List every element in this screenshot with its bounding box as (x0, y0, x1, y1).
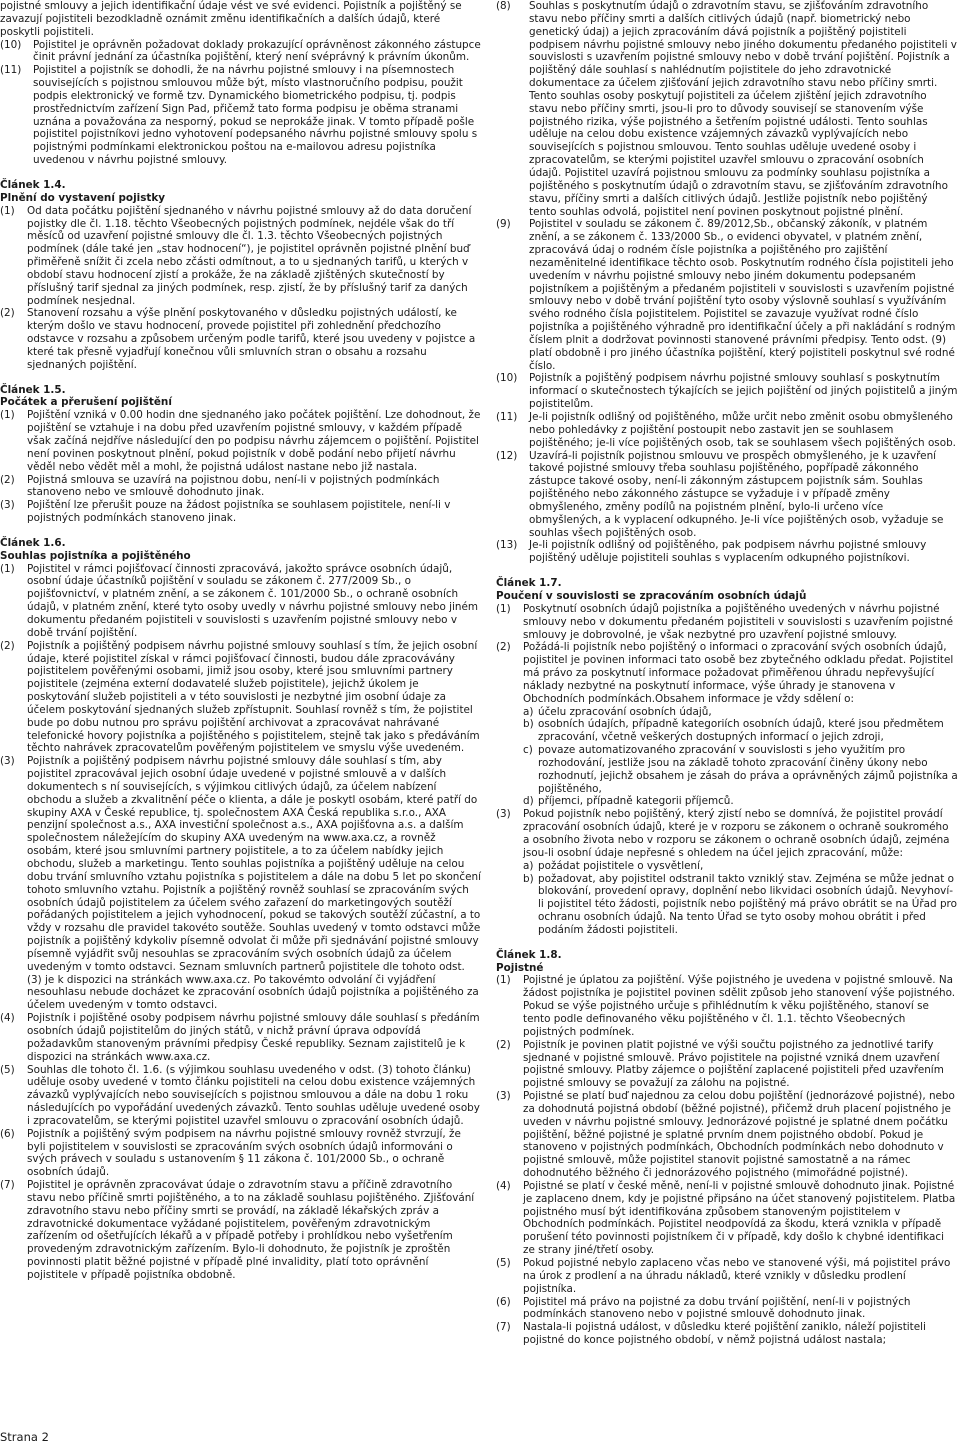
sub-item-text: povaze automatizovaného zpracování v souvislosti s jeho využitím pro rozhodování, jestliže jsou na základě tohoto zpracování činěny úkony nebo rozhodnutí, jejichž obsahem je zásah do práva a oprávněných zájmů pojistníka a pojištěného, (538, 744, 958, 795)
item-number: (3) (496, 1090, 511, 1103)
list-item (0, 205, 482, 308)
list-item (496, 1321, 958, 1347)
item-text: Požádá-li pojistník nebo pojištěný o informaci o zpracování svých osobních údajů, pojistitel je povinen informaci tato osobě bez zbytečného odkladu předat. Pojistitel má právo za poskytnutí informace požadovat přiměřenou úhradu nepřevyšující náklady nezbytné na poskytnutí informace, výše úhrady je stanovena v Obchodních podmínkách.Obsahem informace je vždy sdělení o: (523, 641, 954, 705)
sub-item (523, 873, 958, 937)
list-item (0, 1064, 482, 1128)
item-text: Stanovení rozsahu a výše plnění poskytovaného v důsledku pojistných událostí, ke kterým došlo ve stavu hodnocení, provede pojistitel při zohlednění předchozího odstavce v rozsahu a způsobem určeným podle tarifů, které jsou uvedeny v pojistce a které tak přesně vyjadřují konečnou vůli smluvních stran o obsahu a rozsahu sjednaných pojištění. (27, 307, 476, 371)
article-heading: Počátek a přerušení pojištění (0, 396, 172, 409)
article-heading: Plnění do vystavení pojistky (0, 191, 166, 204)
item-number: (1) (496, 602, 511, 615)
item-text: Pojistník a pojištěný podpisem návrhu pojistné smlouvy dále souhlasí s tím, aby pojistitel zpracovával jejich osobní údaje uvedené v pojistné smlouvě a v dalších dokumentech s ní souvisejících, s výjimkou citlivých údajů, za účelem nabízení obchodu a služeb a zkvalitnění péče o klienta, a dále je poskytl osobám, které patří do skupiny AXA v České republice, tj. společnostem AXA Česká republika s.r.o., AXA penzijní společnost a.s., AXA investiční společnost a.s., AXA pojišťovna a.s. a dalším společnostem náležejícím do skupiny AXA uvedeným na www.axa.cz, a rovněž osobám, které jsou smluvními partnery pojistitele, a to za účelem nabídky jejich obchodu, služeb a marketingu. Tento souhlas pojistníka a pojištěný uděluje na celou dobu trvání smluvního vztahu pojistníka s pojistitelem a dále na dobu 5 let po skončení tohoto smluvního vztahu. Pojistník a pojištěný rovněž souhlasí se zpracováním svých osobních údajů pojistitelem za účelem svého zařazení do marketingových soutěží pořádaných pojistitelem a jejich vyhodnocení, pokud se takových soutěží zúčastní, a to vždy v rozsahu dle pravidel takovéto soutěže. Souhlas uvedený v tomto odstavci může pojistník a pojištěný kdykoliv písemně odvolat či může při sjednávání pojistné smlouvy písemně vyjádřit svůj nesouhlas se zpracováním svých osobních údajů za účelem uvedeným v tomto odstavci. Seznam smluvních partnerů pojistitele dle tohoto odst. (3) je k dispozici na stránkách www.axa.cz. Po takovémto odvolání či vyjádření nesouhlasu nebude docházet ke zpracování osobních údajů pojistníka a pojištěného za účelem uvedeným v tomto odstavci. (27, 755, 481, 1012)
sub-item-letter: d) (523, 795, 534, 808)
item-number: (5) (496, 1257, 511, 1269)
page-number: Strana 2 (0, 1430, 49, 1444)
item-text: Je-li pojistník odlišný od pojištěného, pak podpisem návrhu pojistné smlouvy pojištěný uděluje pojistiteli souhlas s vyplacením odkupného pojistníkovi. (529, 539, 927, 565)
list-item (496, 641, 958, 705)
sub-item-text: účelu zpracování osobních údajů, (538, 705, 712, 718)
list-item (0, 1128, 482, 1179)
item-text: Pojistitel v rámci pojišťovací činnosti zpracovává, jakožto správce osobních údajů, osobní údaje účastníků pojištění v souladu se zákonem č. 277/2009 Sb., o pojišťovnictví, v platném znění, a se zákonem č. 101/2000 Sb., o ochraně osobních údajů, v platném znění, které tyto osoby uvedly v návrhu pojistné smlouvy nebo jiném dokumentu předaném pojistiteli v souvislosti s uzavřením pojistné smlouvy nebo v době trvání pojištění. (27, 562, 479, 639)
item-text: Pojistitel je oprávněn požadovat doklady prokazující oprávněnost zákonného zástupce činit právní jednání za účastníka pojištění, který není svéprávný k právním úkonům. (33, 38, 481, 64)
item-number: (11) (0, 64, 22, 77)
list-item (0, 563, 482, 640)
item-number: (8) (496, 0, 511, 12)
sub-item-letter: a) (523, 705, 534, 718)
article-title: Článek 1.8. (496, 948, 562, 961)
item-number: (7) (496, 1321, 511, 1334)
list-item (496, 1296, 958, 1322)
sub-item (523, 795, 958, 808)
sub-item (523, 718, 958, 744)
sub-item (523, 706, 958, 719)
item-number: (3) (496, 808, 511, 821)
item-text: Pokud pojistné nebylo zaplaceno včas nebo ve stanovené výši, má pojistitel právo na úrok z prodlení a na úhradu nákladů, které vznikly v důsledku prodlení pojistníka. (523, 1257, 951, 1295)
item-text: Pojištění lze přerušit pouze na žádost pojistníka se souhlasem pojistitele, není-li v pojistných podmínkách stanoveno jinak. (27, 499, 451, 525)
item-text: Pojistitel je oprávněn zpracovávat údaje o zdravotním stavu a příčině zdravotního stavu nebo příčině smrti pojištěného, a to na základě souhlasu pojištěného. Zjišťování zdravotního stavu nebo příčiny smrti se provádí, na základě lékařských zpráv a zdravotnické dokumentace vyžádané pojistitelem, pověřeným zdravotnickým zařízením od ošetřujících lékařů a v případě potřeby i prohlídkou nebo vyšetřením provedeným zdravotnickým zařízením. Bylo-li dohodnuto, že pojistník je zproštěn povinnosti platit běžné pojistné v případě plné invalidity, platí toto oprávnění pojistitele v případě pojistníka obdobně. (27, 1179, 475, 1281)
item-number: (2) (0, 473, 15, 486)
list-item (0, 409, 482, 473)
item-number: (10) (0, 38, 22, 51)
sub-item (523, 744, 958, 795)
sub-item-letter: c) (523, 744, 533, 757)
list-item (496, 808, 958, 859)
item-number: (10) (496, 372, 518, 385)
list-item (0, 474, 482, 500)
list-item (0, 1012, 482, 1063)
item-text: Pojistitel a pojistník se dohodli, že na návrhu pojistné smlouvy i na písemnostech souvisejících s pojistnou smlouvou může být, místo vlastnoručního podpisu, použit podpis elektronický ve formě tzv. Dynamického biometrického podpisu, tj. podpis prostřednictvím zařízení Sign Pad, přičemž tato forma podpisu je oběma stranami uznána a považována za nesporný, pokud se neprokáže jinak. V tomto případě pošle pojistitel pojistníkovi jedno vyhotovení podepsaného návrhu pojistné smlouvy spolu s pojistnými podmínkami elektronickou poštou na e-mailovou adresu pojistníka uvedenou v návrhu pojistné smlouvy. (33, 64, 478, 167)
left-column (0, 0, 482, 1282)
item-number: (2) (496, 641, 511, 654)
list-item (0, 755, 482, 1012)
sub-item-letter: b) (523, 872, 534, 885)
item-number: (2) (0, 639, 15, 652)
sub-item-text: požádat pojistitele o vysvětlení, (538, 859, 704, 872)
list-item (496, 372, 958, 411)
item-text: Pojistník a pojištěný svým podpisem na návrhu pojistné smlouvy rovněž stvrzují, že byli pojistitelem v souvislosti se zpracováním svých osobních údajů informováni o svých právech v souladu s ustanovením § 11 zákona č. 101/2000 Sb., o ochraně osobních údajů. (27, 1127, 461, 1179)
item-number: (2) (496, 1038, 511, 1051)
list-item (496, 218, 958, 372)
item-text: Pojistník a pojištěný podpisem návrhu pojistné smlouvy souhlasí s poskytnutím informací o skutečnostech týkajících se jejich pojištění od jiných pojistitelů a jiným pojistitelům. (529, 372, 958, 411)
item-text: Pojistník je povinen platit pojistné ve výši součtu pojistného za jednotlivé tarify sjednané v pojistné smlouvě. Právo pojistitele na pojistné vzniká dnem uzavření pojistné smlouvy. Platby zájemce o pojištění zaplacené pojistiteli před uzavřením pojistné smlouvy se považují za zálohu na pojistné. (523, 1038, 944, 1090)
article-title: Článek 1.5. (0, 383, 66, 396)
item-number: (3) (0, 755, 15, 768)
list-item (0, 499, 482, 525)
item-number: (3) (0, 499, 15, 512)
list-item (0, 64, 482, 167)
item-number: (9) (496, 218, 511, 231)
list-item (496, 1039, 958, 1090)
list-item (496, 603, 958, 642)
item-number: (11) (496, 411, 518, 423)
list-item (496, 450, 958, 540)
item-number: (5) (0, 1063, 15, 1076)
list-item (0, 1179, 482, 1282)
list-item (496, 974, 958, 1038)
item-text: Souhlas s poskytnutím údajů o zdravotním stavu, se zjišťováním zdravotního stavu nebo příčiny smrti a dalších citlivých údajů (např. biometrický nebo genetický údaj) a jejich zpracováním dává pojistník a pojištěný pojistiteli podpisem návrhu pojistné smlouvy nebo jiného dokumentu předaného pojistiteli v souvislosti s uzavřením pojistné smlouvy nebo v době trvání pojištění. Pojistník a pojištěný dále souhlasí s nahlédnutím pojistitele do jeho zdravotnické dokumentace za účelem zjišťování jejich zdravotního stavu nebo příčiny smrti. Tento souhlas osoby poskytují pojistiteli za účelem zjištění jejich zdravotního stavu nebo příčiny smrti, jsou-li pro to důvody souvisejí se stanovením výše pojistného rizika, výše pojistného a šetřením pojistné události. Tento souhlas uděluje na celou dobu existence vzájemných závazků vyplývajících nebo souvisejících s pojistnou smlouvou. Tento souhlas uděluje uvedené osoby i zpracovatelům, se kterými pojistitel uzavřel smlouvu o zpracování osobních údajů. Pojistitel uzavírá pojistnou smlouvu za podmínky souhlasu pojistníka a pojištěného s poskytnutím údajů o zdravotním stavu, se zjišťováním zdravotního stavu, příčiny smrti a dalších citlivých údajů. Jestliže pojistník nebo pojištěný tento souhlas odvolá, pojistitel není povinen poskytnout pojistné plnění. (529, 0, 957, 218)
article-title: Článek 1.7. (496, 577, 562, 590)
item-number: (4) (0, 1012, 15, 1025)
article-title: Článek 1.4. (0, 178, 66, 191)
article-heading: Souhlas pojistníka a pojištěného (0, 549, 191, 562)
right-column (496, 0, 958, 1347)
item-number: (2) (0, 307, 15, 320)
item-text: Je-li pojistník odlišný od pojištěného, může určit nebo změnit osobu obmyšleného nebo pohledávky z pojištění postoupit nebo zastavit jen se souhlasem pojištěného; je-li více pojištěných osob, tak se souhlasem všech pojištěných osob. (529, 411, 956, 449)
item-text: Pojistné je úplatou za pojištění. Výše pojistného je uvedena v pojistné smlouvě. Na žádost pojistníka je pojistitel povinen sdělit způsob jeho stanovení výše pojistného. Pokud se výše pojistného určuje s přihlédnutím k věku pojištěného, stanoví se tento podle definovaného věku pojištěného v čl. 1.1. těchto Všeobecných pojistných podmínek. (523, 974, 956, 1038)
item-text: Souhlas dle tohoto čl. 1.6. (s výjimkou souhlasu uvedeného v odst. (3) tohoto článku) uděluje osoby uvedené v tomto článku pojistiteli na celou dobu existence vzájemných závazků vyplývajících nebo souvisejících s pojistnou smlouvou a dále na dobu 1 roku následujících po vypořádání uvedených závazků. Tento souhlas uděluje uvedené osoby i zpracovatelům, se kterými pojistitel uzavřel smlouvu o zpracování osobních údajů. (27, 1063, 480, 1127)
sub-item-text: příjemci, případně kategorii příjemců. (538, 795, 734, 808)
item-number: (1) (0, 562, 15, 575)
item-number: (1) (0, 409, 15, 422)
item-number: (1) (0, 204, 15, 217)
sub-item-text: osobních údajích, případně kategoriích osobních údajů, které jsou předmětem zpracování, včetně veškerých dostupných informací o jejich zdroji, (538, 718, 944, 744)
item-number: (13) (496, 539, 518, 552)
item-text: Pojištění vzniká v 0.00 hodin dne sjednaného jako počátek pojištění. Lze dohodnout, že pojištění se vztahuje i na dobu před uzavřením pojistné smlouvy, v každém případě však začíná nejdříve následující den po podpisu návrhu zájemcem o pojištění. Pojistitel není povinen poskytnout plnění, pokud pojistník v době podání nebo přijetí návrhu věděl nebo vědět měl a mohl, že pojistná událost nastane nebo již nastala. (27, 409, 481, 473)
list-item (496, 539, 958, 565)
intro-paragraph: pojistné smlouvy a jejich identifikační údaje vést ve své evidenci. Pojistník a pojištěný se zavazují pojistiteli bezodkladně oznámit změnu identifikačních a dalších údajů, které poskytli pojistiteli. (0, 0, 462, 38)
item-text: Pojistné se platí buď najednou za celou dobu pojištění (jednorázové pojistné), nebo za dohodnutá pojistná období (běžné pojistné), přičemž druh placení pojistného je uveden v návrhu pojistné smlouvy. Jednorázové pojistné je splatné dnem počátku pojištění, běžné pojistné je splatné prvním dnem pojistného období. Pokud je stanoveno v pojistných podmínkách, Obchodních podmínkách nebo dohodnuto v pojistné smlouvě, může pojistitel stanovit pojistné samostatně a na rámec dohodnutého běžného či jednorázového pojistného (mimořádné pojistné). (523, 1090, 955, 1180)
item-text: Pojistné se platí v české měně, není-li v pojistné smlouvě dohodnuto jinak. Pojistné je zaplaceno dnem, kdy je pojistné připsáno na účet stanovený pojistitelem. Platba pojistného musí být identifikována způsobem stanoveným pojistitelem v Obchodních podmínkách. Pojistitel neodpovídá za škodu, která vznikla v případě porušení této povinnosti pojistníkem či v případě, kdy došlo k chybné identifikaci ze strany jiné/třetí osoby. (523, 1179, 956, 1257)
item-text: Od data počátku pojištění sjednaného v návrhu pojistné smlouvy až do data doručení pojistky dle čl. 1.18. těchto Všeobecných pojistných podmínek, nejdéle však do tří měsíců od uzavření pojistné smlouvy dle čl. 1.3. těchto Všeobecných pojistných podmínek (dále také jen „stav hodnocení“), je pojistitel oprávněn pojistné plnění buď přiměřeně snížit či zcela nebo zčásti odmítnout, a to u sjednaných tarifů, u kterých v období stavu hodnocení zjistí a prokáže, že na základě zjištěných skutečností by příslušný tarif sjednal za jiných podmínek, resp. zjistí, že by příslušný tarif za daných podmínek nesjednal. (27, 204, 472, 307)
list-item (496, 1257, 958, 1296)
item-number: (7) (0, 1179, 15, 1192)
item-text: Pojistník i pojištěné osoby podpisem návrhu pojistné smlouvy dále souhlasí s předáním osobních údajů pojistitelům do jiných států, v nichž právní úprava odpovídá požadavkům stanoveným právními předpisy České republiky. Seznam zajistitelů je k dispozici na stránkách www.axa.cz. (27, 1012, 480, 1063)
list-item (496, 1180, 958, 1257)
item-text: Pojistná smlouva se uzavírá na pojistnou dobu, není-li v pojistných podmínkách stanoveno nebo ve smlouvě dohodnuto jinak. (27, 473, 440, 499)
item-text: Pokud pojistník nebo pojištěný, který zjistí nebo se domnívá, že pojistitel provádí zpracování osobních údajů, které je v rozporu se zákonem o ochraně soukromého a osobního života nebo v rozporu se zákonem o ochraně osobních údajů, zejména jsou-li osobní údaje nepřesné s ohledem na účel jejich zpracování, může: (523, 808, 950, 859)
item-text: Pojistitel má právo na pojistné za dobu trvání pojištění, není-li v pojistných podmínkách stanoveno nebo v pojistné smlouvě dohodnuto jinak. (523, 1295, 911, 1321)
list-item (496, 0, 958, 218)
list-item (0, 640, 482, 756)
item-number: (4) (496, 1179, 511, 1192)
item-text: Uzavírá-li pojistník pojistnou smlouvu ve prospěch obmyšleného, je k uzavření takové pojistné smlouvy třeba souhlasu pojištěného, popřípadě zákonného zástupce takové osoby, není-li zákonným zástupcem pojistník sám. Souhlas pojištěného nebo zákonného zástupce se vyžaduje i v případě změny obmyšleného, změny podílů na pojistném plnění, bylo-li určeno více obmyšlených, a k vyplacení odkupného. Je-li více pojištěných osob, vyžaduje se souhlas všech pojištěných osob. (529, 449, 944, 539)
article-heading: Poučení v souvislosti se zpracováním osobních údajů (496, 589, 807, 602)
article-heading: Pojistné (496, 961, 544, 974)
item-number: (6) (496, 1295, 511, 1308)
item-text: Poskytnutí osobních údajů pojistníka a pojištěného uvedených v návrhu pojistné smlouvy nebo v dokumentu předaném pojistiteli v souvislosti s uzavřením pojistné smlouvy je dobrovolné, je však nezbytné pro uzavření pojistné smlouvy. (523, 602, 953, 641)
item-number: (1) (496, 974, 511, 987)
sub-item-letter: a) (523, 859, 534, 872)
list-item (0, 307, 482, 371)
item-number: (6) (0, 1127, 15, 1140)
article-title: Článek 1.6. (0, 536, 66, 549)
item-text: Pojistitel v souladu se zákonem č. 89/2012,Sb., občanský zákoník, v platném znění, a se zákonem č. 133/2000 Sb., o evidenci obyvatel, v platném znění, zpracovává údaj o rodném čísle pojistníka a pojištěného pro zajištění nezaměnitelné identifikace těchto osob. Poskytnutím rodného čísla pojistiteli jeho uvedením v návrhu pojistné smlouvy nebo jiném dokumentu podepsaném pojistníkem a pojištěným a předaném pojistiteli v souvislosti s uzavřením pojistné smlouvy nebo v době trvání pojištění tyto osoby výslovně souhlasí s využíváním svého rodného čísla pojistitelem. Pojistitel se zavazuje využívat rodné číslo pojistníka a pojištěného výhradně pro identifikační účely a při nakládání s rodným číslem plnit a dodržovat povinnosti stanovené právními předpisy. Tento odst. (9) platí obdobně i pro jiného účastníka pojištění, který pojistiteli poskytnul své rodné číslo. (529, 218, 956, 372)
item-text: Pojistník a pojištěný podpisem návrhu pojistné smlouvy souhlasí s tím, že jejich osobní údaje, které pojistitel získal v rámci pojišťovací činnosti, budou dále zpracovávány pojistitelem pověřenými osobami, jimiž jsou osoby, které jsou smluvními partnery pojistitele (zejména externí dodavatelé služeb pojistitele), jejichž úkolem je poskytování služeb pojistiteli a v této souvislosti je nezbytné jim osobní údaje za účelem poskytování sjednaných služeb zpřístupnit. Souhlasí rovněž s tím, že pojistitel bude po dobu nutnou pro správu pojištění archivovat a zpracovávat nahrávané telefonické hovory pojistníka a pojištěného s pojistitelem, stejně tak jako s předáváním těchto nahrávek zpracovatelům pověřeným pojistitelem ve smyslu výše uvedeném. (27, 639, 480, 755)
list-item (496, 411, 958, 450)
item-number: (12) (496, 449, 518, 462)
item-text: Nastala-li pojistná událost, v důsledku které pojištění zaniklo, náleží pojistiteli pojistné do konce pojistného období, v němž pojistná událost nastala; (523, 1321, 926, 1347)
sub-item (523, 860, 958, 873)
list-item (0, 39, 482, 65)
sub-item-letter: b) (523, 718, 534, 731)
list-item (496, 1090, 958, 1180)
sub-item-text: požadovat, aby pojistitel odstranil takto vzniklý stav. Zejména se může jednat o blokování, provedení opravy, doplnění nebo likvidaci osobních údajů. Nevyhoví-li pojistitel této žádosti, pojistník nebo pojištěný má právo obrátit se na Úřad pro ochranu osobních údajů. Na tento Úřad se tyto osoby mohou obrátit i před podáním žádosti pojistiteli. (538, 872, 957, 936)
